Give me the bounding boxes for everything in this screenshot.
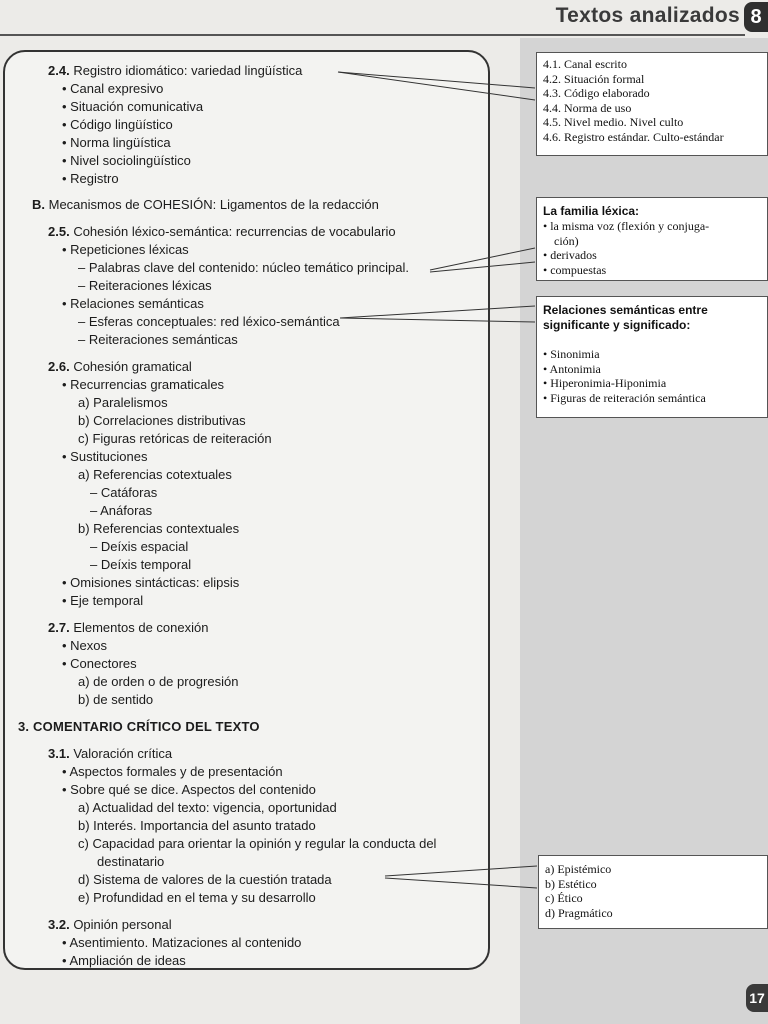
note-valores-item: a) Epistémico xyxy=(545,862,612,876)
outline-text: – Deíxis temporal xyxy=(90,557,192,572)
note-registro-item: 4.6. Registro estándar. Culto-estándar xyxy=(543,129,724,144)
outline-item-s25c xyxy=(78,277,212,294)
outline-item-s24a xyxy=(62,80,163,97)
note-familia-lexica xyxy=(536,197,768,281)
outline-number: B. xyxy=(32,197,45,212)
note-relaciones-title: Relaciones semánticas entre xyxy=(543,303,708,317)
outline-number: 2.7. xyxy=(48,620,70,635)
outline-item-s25e xyxy=(78,313,340,330)
outline-item-s26g xyxy=(90,484,157,501)
outline-item-s26f xyxy=(78,466,232,483)
outline-item-s24 xyxy=(48,62,302,79)
outline-item-s25 xyxy=(48,223,396,240)
outline-item-s26m xyxy=(62,592,143,609)
outline-item-s24d xyxy=(62,134,171,151)
outline-text: b) Interés. Importancia del asunto tratado xyxy=(78,818,316,833)
outline-item-s24f xyxy=(62,170,119,187)
outline-item-s27d xyxy=(78,691,153,708)
outline-text: • Sustituciones xyxy=(62,449,148,464)
outline-text: – Anáforas xyxy=(90,503,153,518)
outline-item-sB xyxy=(32,196,379,213)
note-registro-item: 4.2. Situación formal xyxy=(543,71,645,86)
outline-text: a) Paralelismos xyxy=(78,395,168,410)
note-relaciones-item: • Antonimia xyxy=(543,362,761,377)
outline-number: 2.6. xyxy=(48,359,70,374)
note-relaciones-item: • Sinonimia xyxy=(543,347,761,362)
note-relaciones-title: significante y significado: xyxy=(543,318,691,332)
chapter-badge: 8 xyxy=(744,2,768,32)
outline-text: Mecanismos de COHESIÓN: Ligamentos de la redacción xyxy=(48,197,379,212)
outline-item-s25b xyxy=(78,259,409,276)
outline-item-s26c xyxy=(78,412,246,429)
note-relaciones-item: • Hiperonimia-Hiponimia xyxy=(543,376,761,391)
outline-text: a) Referencias cotextuales xyxy=(78,467,232,482)
outline-item-s31h xyxy=(78,889,316,906)
outline-item-s25a xyxy=(62,241,189,258)
outline-item-s26b xyxy=(78,394,168,411)
outline-item-s27 xyxy=(48,619,208,636)
outline-text: Valoración crítica xyxy=(73,746,173,761)
outline-item-s31a xyxy=(62,763,283,780)
outline-text: Registro idiomático: variedad lingüística xyxy=(73,63,303,78)
outline-text: Cohesión gramatical xyxy=(73,359,192,374)
note-valores-item: c) Ético xyxy=(545,891,583,905)
outline-text: • Situación comunicativa xyxy=(62,99,204,114)
outline-item-s31g xyxy=(78,871,332,888)
outline-item-s32a xyxy=(62,934,301,951)
outline-text: c) Figuras retóricas de reiteración xyxy=(78,431,272,446)
note-registro-item: 4.3. Código elaborado xyxy=(543,86,650,100)
note-relaciones-semanticas xyxy=(536,296,768,418)
note-valores-item: d) Pragmático xyxy=(545,905,613,920)
outline-item-s26j xyxy=(90,538,188,555)
outline-text: • Registro xyxy=(62,171,119,186)
outline-text: • Repeticiones léxicas xyxy=(62,242,189,257)
outline-text: • Canal expresivo xyxy=(62,81,164,96)
outline-text: e) Profundidad en el tema y su desarrollo xyxy=(78,890,316,905)
outline-text: – Reiteraciones léxicas xyxy=(78,278,212,293)
note-valores-item: b) Estético xyxy=(545,876,597,891)
outline-item-s3 xyxy=(18,718,260,735)
outline-text: Elementos de conexión xyxy=(73,620,209,635)
outline-item-s31c xyxy=(78,799,337,816)
outline-item-s31 xyxy=(48,745,172,762)
note-registro-item: 4.4. Norma de uso xyxy=(543,100,632,115)
outline-text: • Aspectos formales y de presentación xyxy=(62,764,283,779)
outline-item-s26k xyxy=(90,556,191,573)
note-registro-item: 4.1. Canal escrito xyxy=(543,57,627,71)
outline-text: • Sobre qué se dice. Aspectos del contenido xyxy=(62,782,316,797)
outline-text: b) Referencias contextuales xyxy=(78,521,240,536)
outline-text: – Reiteraciones semánticas xyxy=(78,332,238,347)
outline-item-s26h xyxy=(90,502,152,519)
note-relaciones-item: • Figuras de reiteración semántica xyxy=(543,391,761,406)
outline-text: • Nexos xyxy=(62,638,108,653)
header-rule xyxy=(0,34,745,36)
outline-text: • Norma lingüística xyxy=(62,135,171,150)
outline-text: – Palabras clave del contenido: núcleo temático principal. xyxy=(78,260,409,275)
outline-text: • Conectores xyxy=(62,656,137,671)
outline-text: • Omisiones sintácticas: elipsis xyxy=(62,575,240,590)
outline-item-s31b xyxy=(62,781,316,798)
page-header xyxy=(0,0,768,36)
outline-text: • Asentimiento. Matizaciones al contenido xyxy=(62,935,302,950)
note-familia-item: • la misma voz (flexión y conjuga- xyxy=(543,219,761,234)
outline-text: • Recurrencias gramaticales xyxy=(62,377,225,392)
outline-text: Opinión personal xyxy=(73,917,172,932)
outline-text: a) Actualidad del texto: vigencia, oportunidad xyxy=(78,800,337,815)
outline-text: • Ampliación de ideas xyxy=(62,953,186,968)
note-familia-item: • compuestas xyxy=(543,263,761,278)
outline-number: 3.1. xyxy=(48,746,70,761)
outline-text: – Deíxis espacial xyxy=(90,539,189,554)
outline-item-s32 xyxy=(48,916,172,933)
outline-item-s27a xyxy=(62,637,107,654)
outline-item-s26i xyxy=(78,520,239,537)
outline-text: c) Capacidad para orientar la opinión y regular la conducta del xyxy=(78,836,437,851)
note-registro xyxy=(536,52,768,156)
outline-number: 2.5. xyxy=(48,224,70,239)
outline-text: Cohesión léxico-semántica: recurrencias de vocabulario xyxy=(73,224,396,239)
outline-text: • Eje temporal xyxy=(62,593,144,608)
outline-item-s31d xyxy=(78,817,316,834)
outline-item-s27b xyxy=(62,655,137,672)
outline-number: 2.4. xyxy=(48,63,70,78)
outline-text: – Catáforas xyxy=(90,485,158,500)
outline-text: • Código lingüístico xyxy=(62,117,173,132)
outline-text: d) Sistema de valores de la cuestión tratada xyxy=(78,872,332,887)
header-title: Textos analizados xyxy=(555,4,740,27)
outline-item-s31e xyxy=(78,835,436,852)
note-registro-item: 4.5. Nivel medio. Nivel culto xyxy=(543,115,684,129)
outline-text: destinatario xyxy=(97,854,165,869)
outline-item-s25f xyxy=(78,331,238,348)
outline-text: • Relaciones semánticas xyxy=(62,296,204,311)
outline-item-s32b xyxy=(62,952,186,969)
outline-text: b) de sentido xyxy=(78,692,154,707)
outline-item-s24e xyxy=(62,152,191,169)
outline-text: 3. COMENTARIO CRÍTICO DEL TEXTO xyxy=(18,719,260,734)
outline-item-s26 xyxy=(48,358,192,375)
outline-item-s25d xyxy=(62,295,204,312)
outline-text: a) de orden o de progresión xyxy=(78,674,239,689)
outline-item-s24c xyxy=(62,116,173,133)
outline-item-s24b xyxy=(62,98,203,115)
outline-item-s27c xyxy=(78,673,238,690)
outline-item-s26e xyxy=(62,448,147,465)
outline-item-s26a xyxy=(62,376,224,393)
outline-item-s31f xyxy=(97,853,164,870)
outline-number: 3.2. xyxy=(48,917,70,932)
outline-text: • Nivel sociolingüístico xyxy=(62,153,191,168)
page-number: 17 xyxy=(746,984,768,1012)
note-valores xyxy=(538,855,768,929)
note-familia-title: La familia léxica: xyxy=(543,204,640,218)
outline-text: – Esferas conceptuales: red léxico-semántica xyxy=(78,314,340,329)
note-familia-item: • derivados xyxy=(543,248,761,263)
note-familia-item: ción) xyxy=(554,233,579,248)
outline-text: b) Correlaciones distributivas xyxy=(78,413,246,428)
outline-item-s26l xyxy=(62,574,239,591)
outline-item-s26d xyxy=(78,430,272,447)
